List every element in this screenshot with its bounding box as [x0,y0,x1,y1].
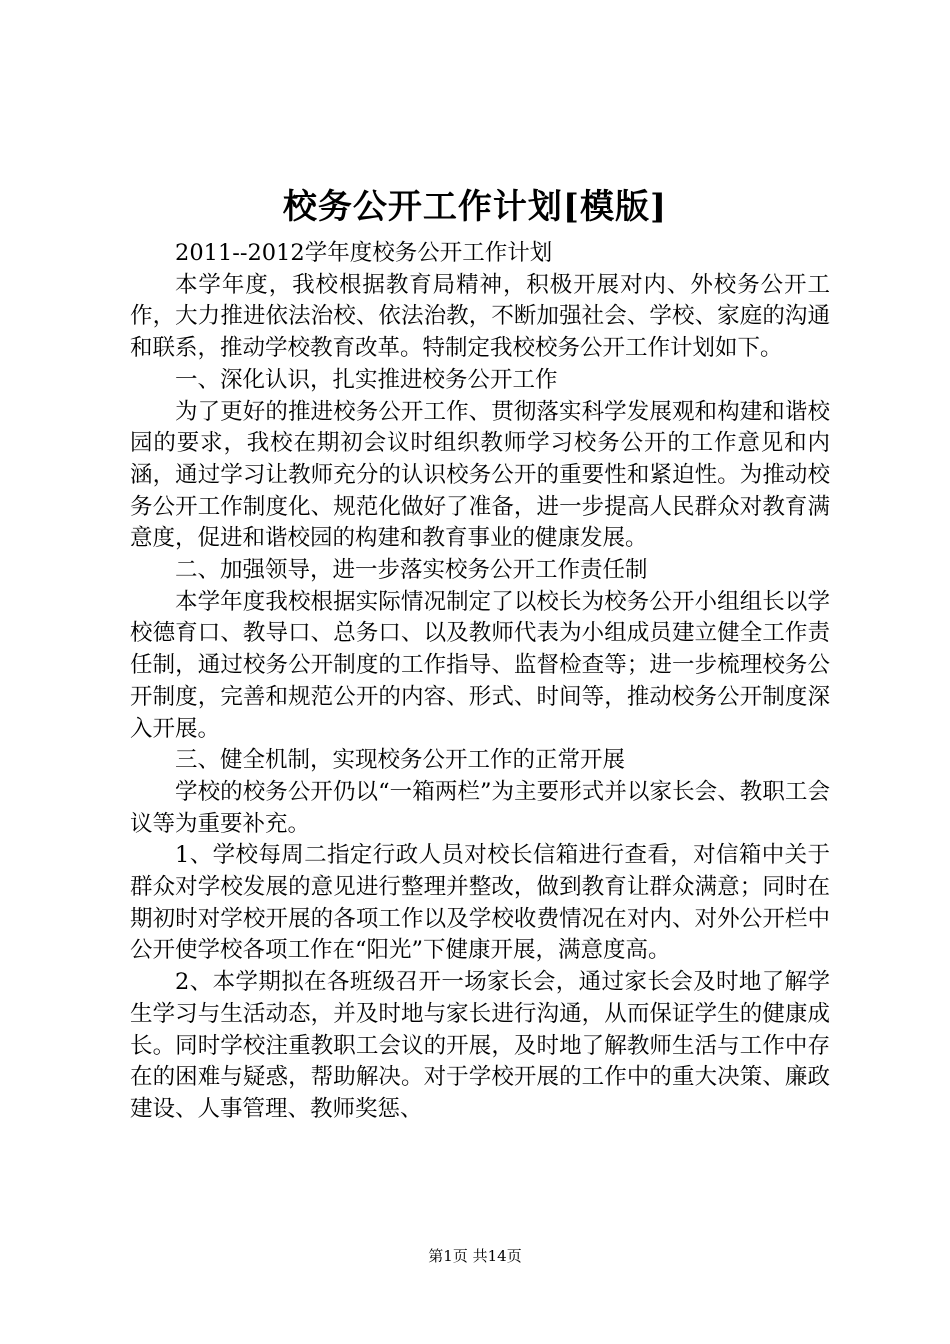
paragraph-subtitle: 2011--2012学年度校务公开工作计划 [175,240,553,266]
section-heading-3: 三、健全机制，实现校务公开工作的正常开展 [175,747,626,774]
section-heading-1: 一、深化认识，扎实推进校务公开工作 [175,366,558,393]
page-footer: 第1页 共14页 [428,1247,522,1265]
paragraph-item-2: 2、本学期拟在各班级召开一场家长会，通过家长会及时地了解学生学习与生活动态，并及时地与家长进行沟通，从而保证学生的健康成长。同时学校注重教职工会议的开展，及时地了解教师生活与工作中存在的困难与疑惑，帮助解决。对于学校开展的工作中的重大决策、廉政建设、人事管理、教师奖惩、 [130,969,830,1122]
paragraph-section-2: 本学年度我校根据实际情况制定了以校长为校务公开小组组长以学校德育口、教导口、总务口、以及教师代表为小组成员建立健全工作责任制，通过校务公开制度的工作指导、监督检查等；进一步梳理校务公开制度，完善和规范公开的内容、形式、时间等，推动校务公开制度深入开展。 [130,588,830,742]
paragraph-section-3: 学校的校务公开仍以“一箱两栏”为主要形式并以家长会、教职工会议等为重要补充。 [130,778,830,837]
paragraph-section-1: 为了更好的推进校务公开工作、贯彻落实科学发展观和构建和谐校园的要求，我校在期初会议时组织教师学习校务公开的工作意见和内涵，通过学习让教师充分的认识校务公开的重要性和紧迫性。为推动校务公开工作制度化、规范化做好了准备，进一步提高人民群众对教育满意度，促进和谐校园的构建和教育事业的健康发展。 [130,398,830,552]
paragraph-item-1: 1、学校每周二指定行政人员对校长信箱进行查看，对信箱中关于群众对学校发展的意见进行整理并整改，做到教育让群众满意；同时在期初时对学校开展的各项工作以及学校收费情况在对内、对外公开栏中公开使学校各项工作在“阳光”下健康开展，满意度高。 [130,842,830,964]
section-heading-2: 二、加强领导，进一步落实校务公开工作责任制 [175,557,648,584]
paragraph-intro: 本学年度，我校根据教育局精神，积极开展对内、外校务公开工作，大力推进依法治校、依法治教，不断加强社会、学校、家庭的沟通和联系，推动学校教育改革。特制定我校校务公开工作计划如下。 [130,271,830,362]
document-body [130,238,830,1126]
document-title: 校务公开工作计划[模版] [282,187,668,227]
